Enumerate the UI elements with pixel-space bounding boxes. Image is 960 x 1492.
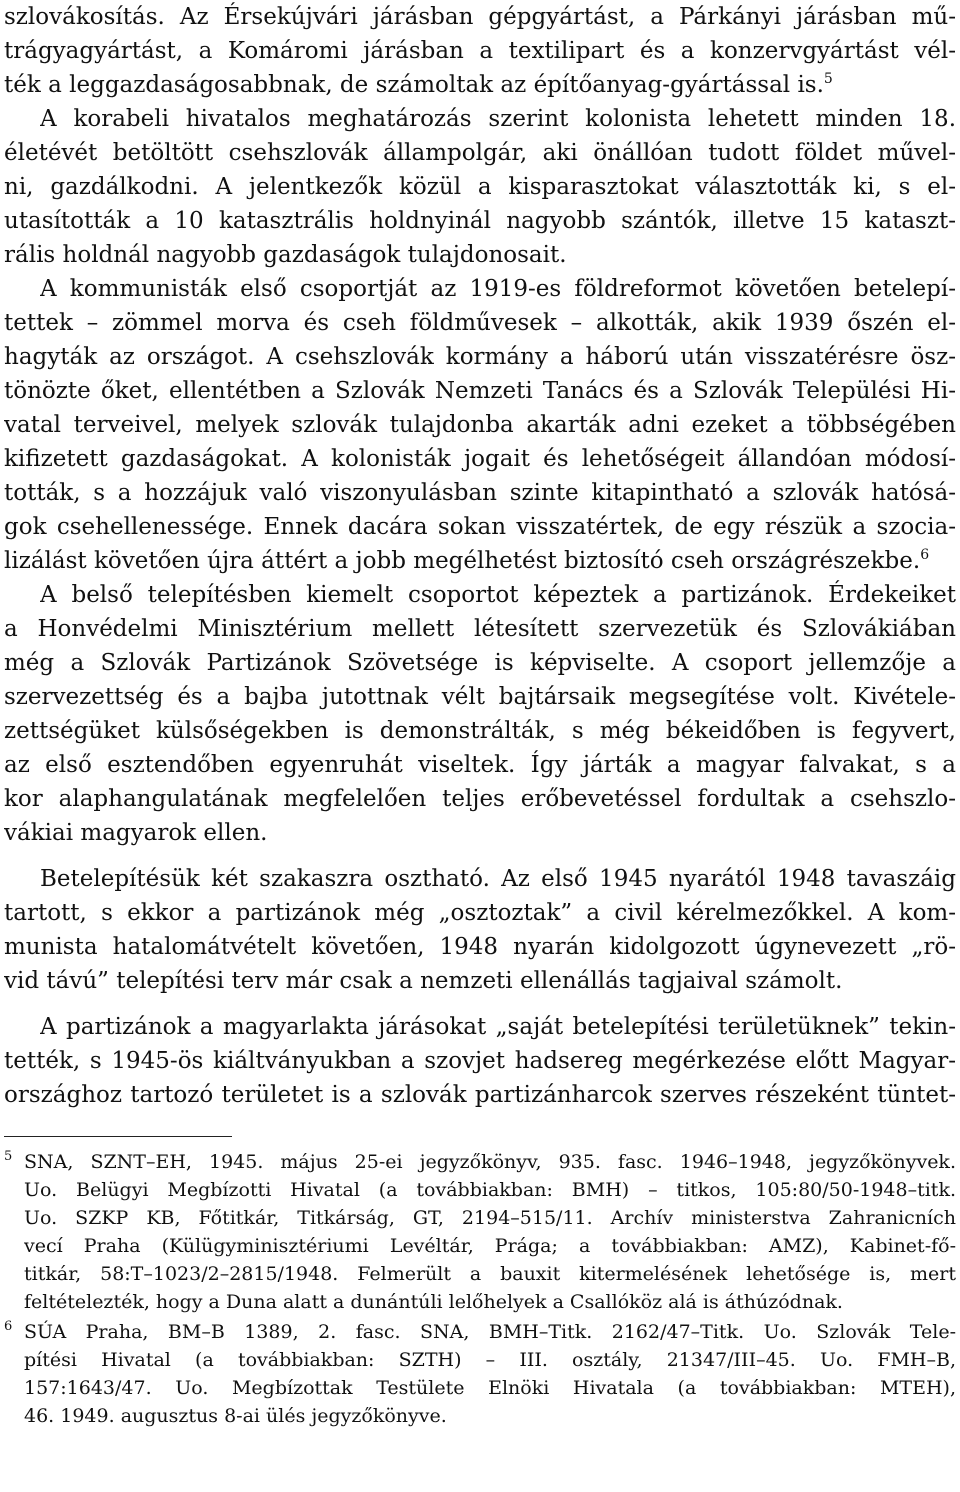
body-line: még a Szlovák Partizánok Szövetsége is képviselte. A csoport jellemzője a <box>4 650 956 676</box>
body-line: életévét betöltött csehszlovák állampolgár, aki önállóan tudott földet művel- <box>4 140 956 166</box>
body-line: tették, s 1945-ös kiáltványukban a szovjet hadsereg megérkezése előtt Magyar- <box>4 1048 956 1074</box>
body-line: A belső telepítésben kiemelt csoportot képeztek a partizánok. Érdekeiket <box>40 582 956 608</box>
footnote-line: 46. 1949. augusztus 8-ai ülés jegyzőkönyve. <box>24 1405 447 1427</box>
body-line-text: lizálást követően újra áttért a jobb megélhetést biztosító cseh országrészekbe. <box>4 548 921 574</box>
body-line <box>4 544 956 578</box>
footnote-line: vecí Praha (Külügyminisztériumi Levéltár, Prága; a továbbiakban: AMZ), Kabinet-fő- <box>24 1235 956 1257</box>
footnote-line: pítési Hivatal (a továbbiakban: SZTH) – III. osztály, 21347/III–45. Uo. FMH–B, <box>24 1349 956 1371</box>
body-line: tönözte őket, ellentétben a Szlovák Nemzeti Tanács és a Szlovák Települési Hi- <box>4 378 956 404</box>
body-line: A korabeli hivatalos meghatározás szerint kolonista lehetett minden 18. <box>40 106 956 132</box>
footnote-line: feltételezték, hogy a Duna alatt a dunántúli lelőhelyek a Csallóköz alá is áthúzódnak. <box>24 1291 843 1313</box>
body-line-text: ték a leggazdaságosabbnak, de számoltak az építőanyag-gyártással is. <box>4 72 824 98</box>
footnote-number: 5 <box>4 1149 13 1164</box>
body-line: utasították a 10 katasztrális holdnyinál nagyobb szántók, illetve 15 kataszt- <box>4 208 956 234</box>
body-line: trágyagyártást, a Komáromi járásban a textilipart és a konzervgyártást vél- <box>4 38 956 64</box>
body-line: ni, gazdálkodni. A jelentkezők közül a kisparasztokat választották ki, s el- <box>4 174 956 200</box>
body-line: kifizetett gazdaságokat. A kolonisták jogait és lehetőségeit állandóan módosí- <box>4 446 956 472</box>
body-line: tották, s a hozzájuk való viszonyulásban szinte kitapintható a szlovák hatósá- <box>4 480 956 506</box>
body-line: szlovákosítás. Az Érsekújvári járásban gépgyártást, a Párkányi járásban mű- <box>4 4 956 30</box>
footnote-number: 6 <box>4 1319 13 1334</box>
footnote-line: Uo. SZKP KB, Főtitkár, Titkárság, GT, 2194–515/11. Archív ministerstva Zahranicních <box>24 1207 956 1229</box>
footnote-line: titkár, 58:T–1023/2–2815/1948. Felmerült a bauxit kitermelésének lehetősége is, mert <box>24 1263 956 1285</box>
footnote-separator <box>4 1136 232 1137</box>
body-line: kor alaphangulatának megfelelően teljes erőbevetéssel fordultak a csehszlo- <box>4 786 956 812</box>
body-line: munista hatalomátvételt követően, 1948 nyarán kidolgozott úgynevezett „rö- <box>4 934 956 960</box>
footnote-ref-6: 6 <box>920 547 930 563</box>
footnote-line: 157:1643/47. Uo. Megbízottak Testülete Elnöki Hivatala (a továbbiakban: MTEH), <box>24 1377 956 1399</box>
body-line: tartott, s ekkor a partizánok még „osztoztak” a civil kérelmezőkkel. A kom- <box>4 900 956 926</box>
body-line: vákiai magyarok ellen. <box>4 820 268 846</box>
body-line: Betelepítésük két szakaszra osztható. Az első 1945 nyarától 1948 tavaszáig <box>40 866 956 892</box>
body-line: a Honvédelmi Minisztérium mellett létesített szervezetük és Szlovákiában <box>4 616 956 642</box>
body-line: vatal terveivel, melyek szlovák tulajdonba akarták adni ezeket a többségében <box>4 412 956 438</box>
body-line: hagyták az országot. A csehszlovák kormány a háború után visszatérésre ösz- <box>4 344 956 370</box>
body-line: zettségüket külsőségekben is demonstrálták, s még békeidőben is fegyvert, <box>4 718 956 744</box>
body-line: országhoz tartozó területet is a szlovák partizánharcok szerves részeként tüntet- <box>4 1082 956 1108</box>
body-line: szervezettség és a bajba jutottnak vélt bajtársaik megsegítése volt. Kivétele- <box>4 684 956 710</box>
body-line <box>4 68 956 102</box>
body-line: rális holdnál nagyobb gazdaságok tulajdonosait. <box>4 242 567 268</box>
body-line: A partizánok a magyarlakta járásokat „saját betelepítési területüknek” tekin- <box>40 1014 956 1040</box>
footnote-ref-5: 5 <box>823 71 833 87</box>
body-line: tettek – zömmel morva és cseh földművesek – alkották, akik 1939 őszén el- <box>4 310 956 336</box>
footnote-line: SNA, SZNT–EH, 1945. május 25-ei jegyzőkönyv, 935. fasc. 1946–1948, jegyzőkönyvek. <box>24 1151 956 1173</box>
footnote-line: Uo. Belügyi Megbízotti Hivatal (a továbbiakban: BMH) – titkos, 105:80/50-1948–titk. <box>24 1179 956 1201</box>
body-line: az első esztendőben egyenruhát viseltek. Így járták a magyar falvakat, s a <box>4 752 956 778</box>
body-line: gok csehellenessége. Ennek dacára sokan visszatértek, de egy részük a szocia- <box>4 514 956 540</box>
footnote-line: SÚA Praha, BM–B 1389, 2. fasc. SNA, BMH–Titk. 2162/47–Titk. Uo. Szlovák Tele- <box>24 1321 956 1343</box>
body-line: vid távú” telepítési terv már csak a nemzeti ellenállás tagjaival számolt. <box>4 968 843 994</box>
body-line: A kommunisták első csoportját az 1919-es földreformot követően betelepí- <box>40 276 956 302</box>
